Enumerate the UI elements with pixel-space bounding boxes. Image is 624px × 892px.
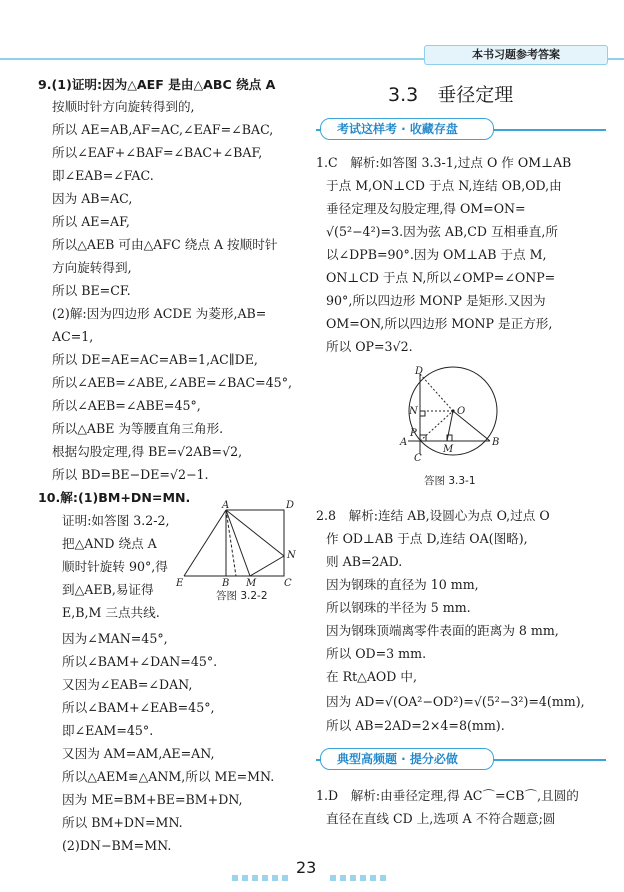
text-line: OM=ON,所以四边形 MONP 是正方形, [326, 316, 553, 331]
fig-label: C [414, 453, 422, 462]
text-line: 所以 AE=AF, [52, 214, 130, 229]
fig-label: N [287, 550, 296, 561]
text-line: 1.D 解析:由垂径定理,得 AC⌒=CB⌒,且圆的 [316, 788, 579, 803]
text-line: E,B,M 三点共线. [62, 605, 160, 620]
text-line: 所以△AEM≌△ANM,所以 ME=MN. [62, 769, 275, 784]
section-banner: 考试这样考 · 收藏存盘 [320, 118, 494, 140]
text-line: 所以△AEB 可由△AFC 绕点 A 按顺时针 [52, 237, 278, 252]
section-banner: 典型高频题 · 提分必做 [320, 748, 494, 770]
text-line: 1.C 解析:如答图 3.3-1,过点 O 作 OM⊥AB [316, 155, 572, 170]
text-line: 又因为∠EAB=∠DAN, [62, 677, 193, 692]
fig-label: N [409, 406, 418, 417]
text-line: 垂径定理及勾股定理,得 OM=ON= [326, 201, 526, 216]
text-line: 把△AND 绕点 A [62, 536, 157, 551]
text-line: 所以∠AEB=∠ABE,∠ABE=∠BAC=45°, [52, 375, 292, 390]
text-line: 所以 BD=BE−DE=√2−1. [52, 467, 209, 482]
text-line: 则 AB=2AD. [326, 554, 403, 569]
text-line: 所以 AB=2AD=2×4=8(mm). [326, 718, 505, 733]
text-line: 所以 AE=AB,AF=AC,∠EAF=∠BAC, [52, 122, 274, 137]
text-line: 因为 AB=AC, [52, 191, 133, 206]
text-line: 到△AEB,易证得 [62, 582, 154, 597]
text-line: 直径在直线 CD 上,选项 A 不符合题意;圆 [326, 811, 556, 826]
fig-label: D [415, 366, 424, 377]
text-line: AC=1, [52, 329, 94, 344]
fig-label: B [492, 437, 500, 448]
fig-label: C [284, 578, 292, 589]
text-line: 所以 DE=AE=AC=AB=1,AC∥DE, [52, 352, 258, 367]
figure-3-2-2 [172, 498, 308, 598]
text-line: 所以 OP=3√2. [326, 339, 413, 354]
text-line: 所以∠BAM+∠EAB=45°, [62, 700, 215, 715]
text-line: 以∠DPB=90°.因为 OM⊥AB 于点 M, [326, 247, 547, 262]
fig-label: M [443, 444, 454, 455]
text-line: 所以 BE=CF. [52, 283, 131, 298]
text-line: 因为钢珠的直径为 10 mm, [326, 577, 479, 592]
text-line: 所以∠BAM+∠DAN=45°. [62, 654, 218, 669]
section-title: 3.3 垂径定理 [388, 84, 514, 106]
text-line: (2)解:因为四边形 ACDE 为菱形,AB= [52, 306, 267, 321]
text-line: 所以△ABE 为等腰直角三角形. [52, 421, 224, 436]
fig-label: A [400, 437, 408, 448]
text-line: 所以∠EAF+∠BAF=∠BAC+∠BAF, [52, 145, 263, 160]
fig-label: D [286, 500, 295, 511]
footer-dots-left [230, 866, 290, 872]
q10-line: 10.解:(1)BM+DN=MN. [38, 490, 191, 505]
text-line: 方向旋转得到, [52, 260, 132, 275]
fig-label: A [222, 500, 230, 511]
text-line: 所以 OD=3 mm. [326, 646, 427, 661]
text-line: 因为钢珠顶端离零件表面的距离为 8 mm, [326, 623, 559, 638]
figure-caption: 答图 3.3-1 [424, 475, 476, 487]
text-line: 所以∠AEB=∠ABE=45°, [52, 398, 201, 413]
text-line: 因为∠MAN=45°, [62, 631, 168, 646]
text-line: 所以钢珠的半径为 5 mm. [326, 600, 471, 615]
text-line: 因为 AD=√(OA²−OD²)=√(5²−3²)=4(mm), [326, 694, 585, 709]
text-line: ON⊥CD 于点 N,所以∠OMP=∠ONP= [326, 270, 556, 285]
text-line: 作 OD⊥AB 于点 D,连结 OA(图略), [326, 531, 528, 546]
text-line: 顺时针旋转 90°,得 [62, 559, 168, 574]
text-line: 证明:如答图 3.2-2, [62, 513, 170, 528]
text-line: √(5²−4²)=3.因为弦 AB,CD 互相垂直,所 [326, 224, 558, 239]
q9-line: 9.(1)证明:因为△AEF 是由△ABC 绕点 A [38, 77, 276, 92]
text-line: (2)DN−BM=MN. [62, 838, 172, 853]
text-line: 按顺时针方向旋转得到的, [52, 99, 195, 114]
text-line: 即∠EAB=∠FAC. [52, 168, 154, 183]
text-line: 在 Rt△AOD 中, [326, 669, 417, 684]
fig-label: E [176, 578, 184, 589]
text-line: 所以 BM+DN=MN. [62, 815, 183, 830]
text-line: 于点 M,ON⊥CD 于点 N,连结 OB,OD,由 [326, 178, 562, 193]
footer-dots-right [328, 866, 388, 872]
text-line: 即∠EAM=45°. [62, 723, 154, 738]
text-line: 根据勾股定理,得 BE=√2AB=√2, [52, 444, 243, 459]
fig-label: B [222, 578, 230, 589]
text-line: 因为 ME=BM+BE=BM+DN, [62, 792, 243, 807]
figure-3-3-1 [396, 362, 506, 462]
figure-caption: 答图 3.2-2 [216, 590, 268, 602]
text-line: 90°,所以四边形 MONP 是矩形.又因为 [326, 293, 546, 308]
fig-label: O [457, 406, 466, 417]
page-number: 23 [296, 858, 317, 877]
fig-label: P [410, 428, 417, 439]
text-line: 2.8 解析:连结 AB,设圆心为点 O,过点 O [316, 508, 550, 523]
fig-label: M [246, 578, 257, 589]
text-line: 又因为 AM=AM,AE=AN, [62, 746, 215, 761]
header-tab: 本书习题参考答案 [424, 45, 608, 65]
